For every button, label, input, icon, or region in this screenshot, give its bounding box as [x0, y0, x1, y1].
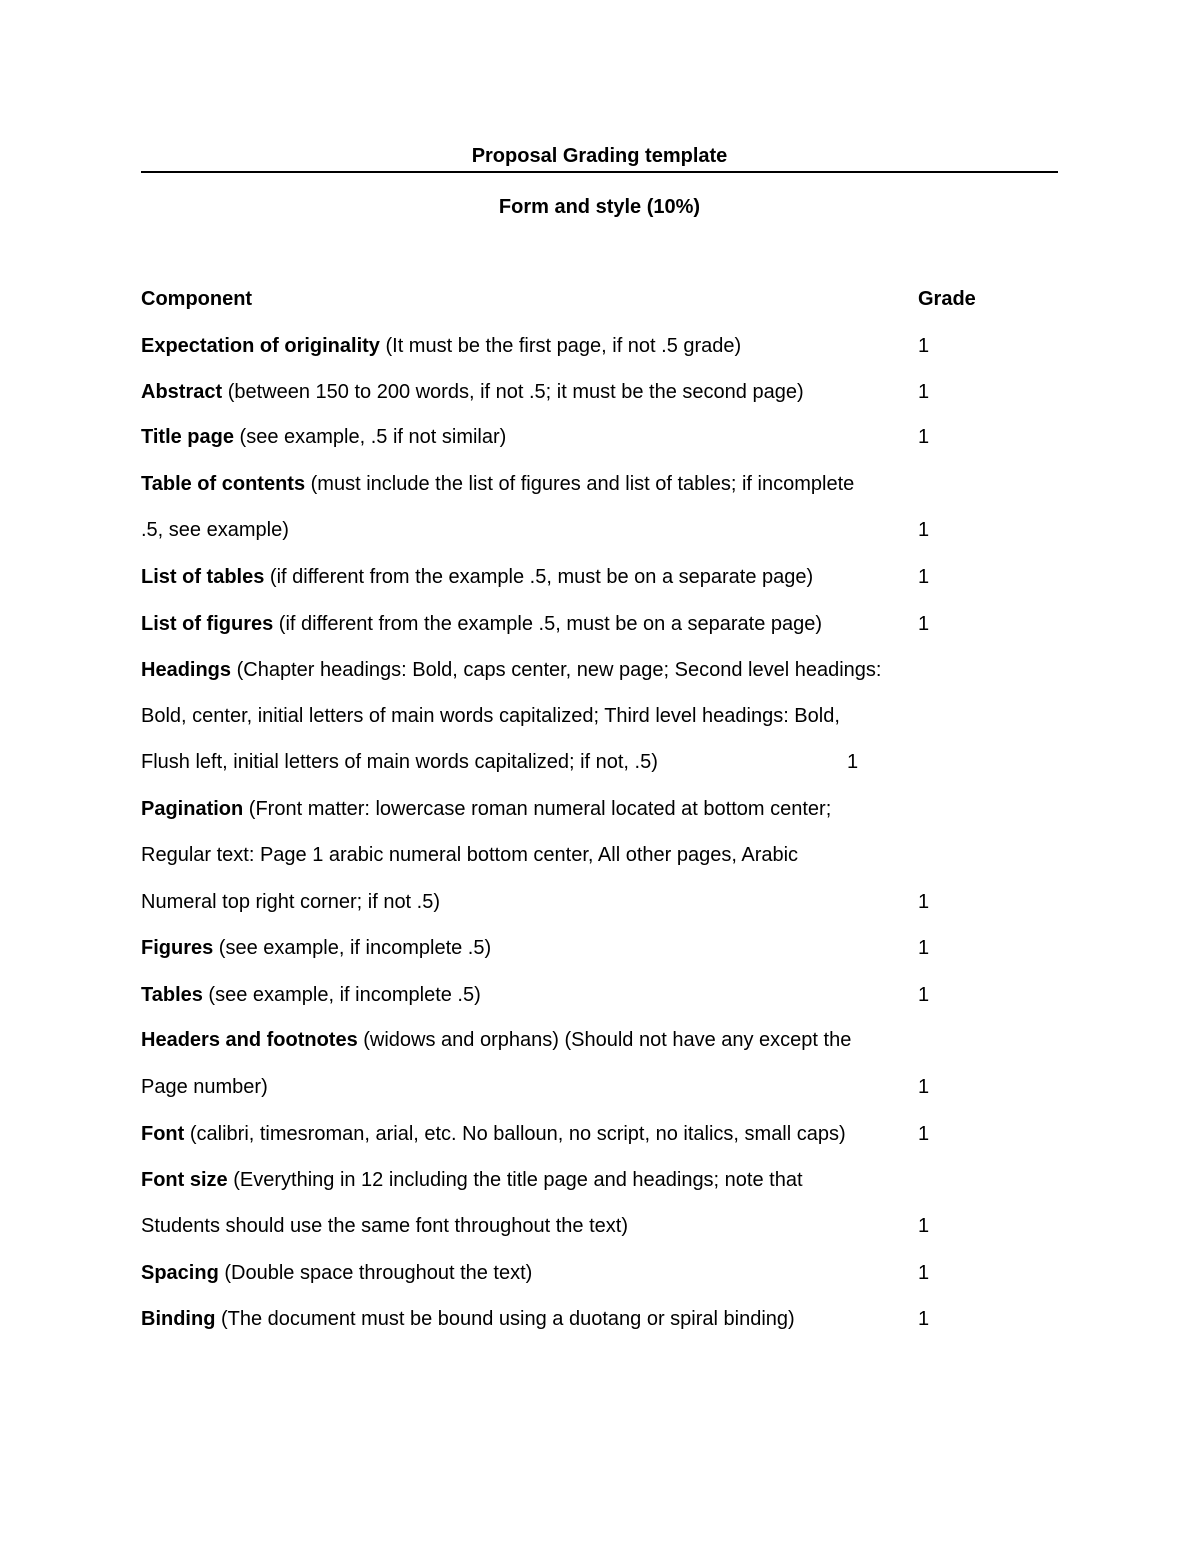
rubric-line — [141, 1259, 532, 1287]
rubric-line — [141, 1212, 628, 1240]
rubric-text: (Double space throughout the text) — [218, 1262, 533, 1284]
rubric-line — [141, 1120, 846, 1148]
rubric-line — [141, 610, 822, 638]
rubric-text: (It must be the first page, if not .5 grade) — [379, 335, 742, 357]
rubric-label: Pagination — [141, 798, 244, 820]
rubric-line — [141, 1305, 795, 1333]
rubric-label: Title page — [141, 426, 234, 448]
section-subtitle: Form and style (10%) — [498, 196, 701, 218]
rubric-grade: 1 — [918, 613, 930, 635]
rubric-text: (widows and orphans) (Should not have any except the — [357, 1029, 852, 1051]
rubric-line — [141, 656, 881, 684]
rubric-label: List of figures — [141, 613, 274, 635]
rubric-text: (Everything in 12 including the title page and headings; note that — [227, 1169, 803, 1191]
rubric-text: Students should use the same font throughout the text) — [141, 1215, 628, 1237]
rubric-label: Abstract — [141, 381, 223, 403]
rubric-text: Bold, center, initial letters of main words capitalized; Third level headings: Bold, — [141, 705, 840, 727]
rubric-line — [141, 702, 840, 730]
column-header-grade: Grade — [918, 288, 976, 310]
rubric-line — [141, 748, 658, 776]
rubric-text: Flush left, initial letters of main words capitalized; if not, .5) — [141, 751, 658, 773]
rubric-grade: 1 — [918, 1308, 930, 1330]
rubric-text: Regular text: Page 1 arabic numeral bottom center, All other pages, Arabic — [141, 844, 799, 866]
rubric-text: (see example, if incomplete .5) — [202, 984, 481, 1006]
rubric-line — [141, 563, 813, 591]
rubric-grade: 1 — [918, 984, 930, 1006]
rubric-line — [141, 516, 289, 544]
rubric-grade: 1 — [918, 335, 930, 357]
rubric-line — [141, 470, 854, 498]
rubric-line — [141, 981, 481, 1009]
rubric-text: (see example, .5 if not similar) — [234, 426, 507, 448]
rubric-label: Spacing — [141, 1262, 219, 1284]
rubric-label: Binding — [141, 1308, 216, 1330]
rubric-line — [141, 888, 440, 916]
rubric-line — [141, 1166, 803, 1194]
rubric-grade: 1 — [918, 1215, 930, 1237]
rubric-line — [141, 934, 491, 962]
rubric-text: (Front matter: lowercase roman numeral located at bottom center; — [243, 798, 832, 820]
rubric-label: Table of contents — [141, 473, 306, 495]
rubric-label: Figures — [141, 937, 214, 959]
rubric-text: (if different from the example .5, must be on a separate page) — [273, 613, 823, 635]
rubric-text: (calibri, timesroman, arial, etc. No balloun, no script, no italics, small caps) — [184, 1123, 846, 1145]
rubric-label: Tables — [141, 984, 203, 1006]
rubric-grade: 1 — [918, 381, 930, 403]
rubric-text: (Chapter headings: Bold, caps center, new page; Second level headings: — [231, 659, 882, 681]
rubric-label: List of tables — [141, 566, 265, 588]
rubric-label: Headings — [141, 659, 232, 681]
rubric-line — [141, 378, 804, 406]
document-title: Proposal Grading template — [471, 145, 728, 167]
rubric-grade: 1 — [918, 937, 930, 959]
rubric-grade: 1 — [918, 1123, 930, 1145]
rubric-line — [141, 423, 506, 451]
rubric-grade: 1 — [918, 1076, 930, 1098]
rubric-text: (The document must be bound using a duotang or spiral binding) — [215, 1308, 795, 1330]
rubric-text: Page number) — [141, 1076, 268, 1098]
rubric-line — [141, 1026, 851, 1054]
rubric-grade: 1 — [918, 1262, 930, 1284]
rubric-grade: 1 — [847, 751, 859, 773]
rubric-grade: 1 — [918, 426, 930, 448]
rubric-grade: 1 — [918, 519, 930, 541]
title-underline — [141, 171, 1058, 173]
rubric-text: (must include the list of figures and list of tables; if incomplete — [305, 473, 855, 495]
rubric-label: Expectation of originality — [141, 335, 380, 357]
rubric-line — [141, 795, 831, 823]
rubric-grade: 1 — [918, 566, 930, 588]
rubric-line — [141, 1073, 268, 1101]
rubric-text: .5, see example) — [141, 519, 289, 541]
rubric-text: (between 150 to 200 words, if not .5; it must be the second page) — [222, 381, 804, 403]
rubric-grade: 1 — [918, 891, 930, 913]
rubric-text: Numeral top right corner; if not .5) — [141, 891, 441, 913]
rubric-line — [141, 332, 741, 360]
rubric-line — [141, 841, 798, 869]
rubric-label: Headers and footnotes — [141, 1029, 358, 1051]
rubric-text: (if different from the example .5, must be on a separate page) — [264, 566, 814, 588]
rubric-label: Font size — [141, 1169, 228, 1191]
column-header-component: Component — [141, 288, 253, 310]
rubric-label: Font — [141, 1123, 185, 1145]
rubric-text: (see example, if incomplete .5) — [213, 937, 492, 959]
